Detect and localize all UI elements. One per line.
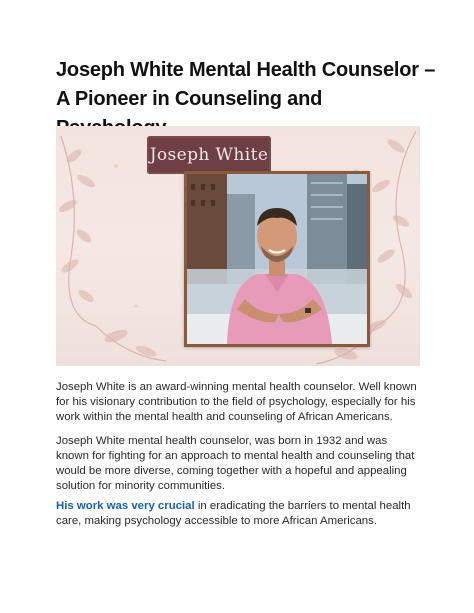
hero-banner [56, 126, 420, 366]
portrait-illustration [187, 174, 367, 344]
impact-paragraph-text: in eradicating the barriers to mental health care, making psychology accessible to more African Americans. [56, 500, 411, 527]
page-title: Joseph White Mental Health Counselor – A Pioneer in Counseling and [56, 59, 436, 110]
name-tag [147, 136, 271, 174]
intro-paragraph: Joseph White is an award-winning mental health counselor. Well known for his visionary contribution to the field of psychology, especially for his work within the mental health and counseling of African Americans. [56, 381, 417, 423]
biography-paragraph: Joseph White mental health counselor, was born in 1932 and was known for fighting for an approach to mental health and counseling that would be more diverse, coming together with a hopeful and appealing solution for minority communities. [56, 435, 415, 492]
portrait-photo [184, 171, 370, 347]
impact-paragraph [56, 499, 420, 529]
name-tag-label: Joseph White [149, 145, 269, 165]
crucial-work-link[interactable]: His work was very crucial [56, 500, 195, 512]
